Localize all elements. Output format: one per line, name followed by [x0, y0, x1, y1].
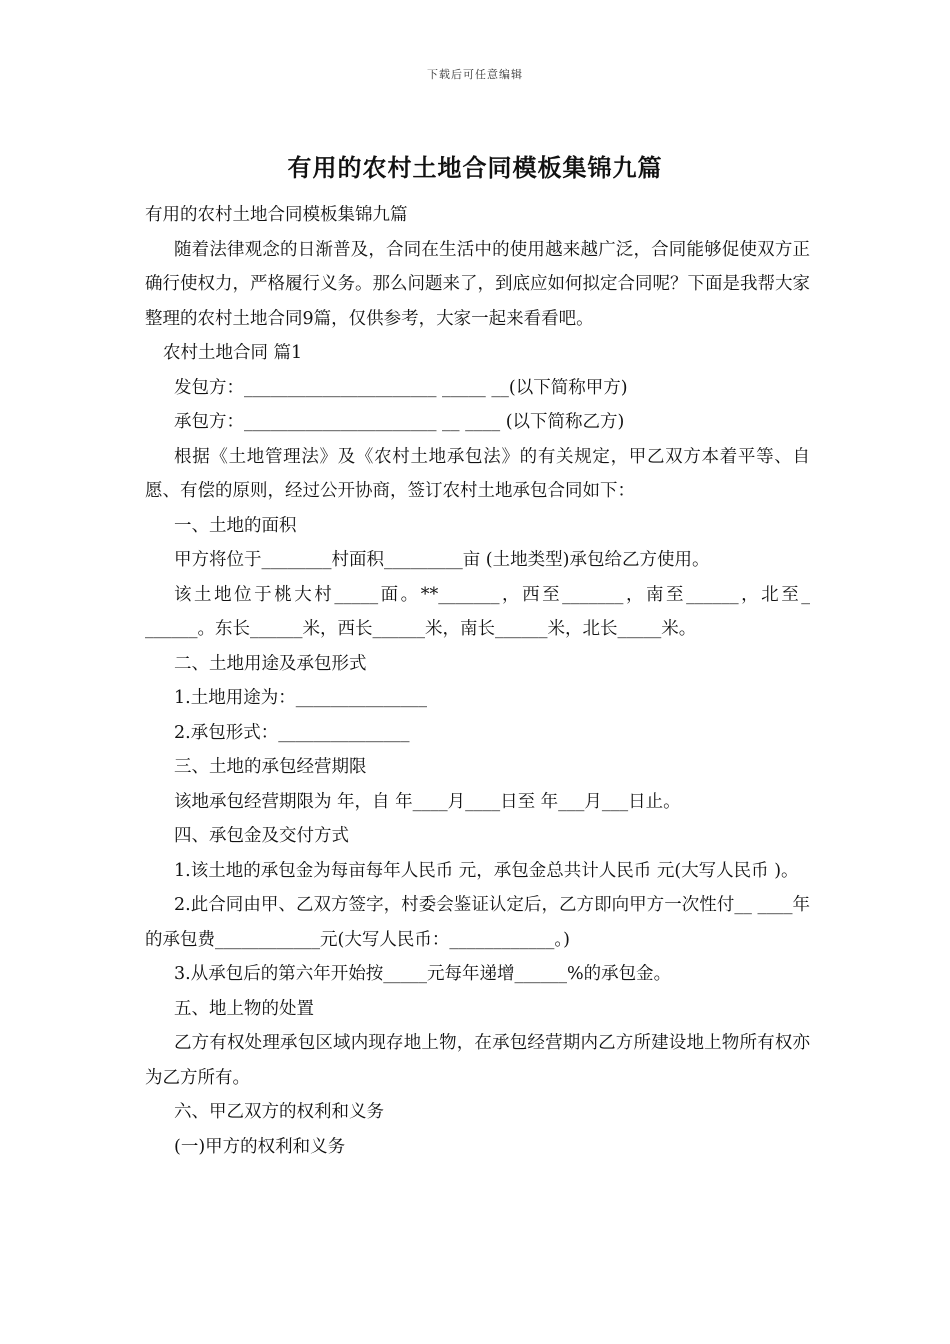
field-contractor-receiver: 承包方：______________________ __ ____ (以下简称乙方): [174, 412, 625, 432]
clause-land-boundaries: 该土地位于桃大村_____面。**_______，西至_______，南至______，北至_ ______。东长______米，西长______米，南长______米，北长_____米。: [145, 584, 816, 639]
clause-payment-1: 1.该土地的承包金为每亩每年人民币 元，承包金总共计人民币 元(大写人民币 )。: [174, 860, 799, 881]
clause-heading-2: 二、土地用途及承包形式: [174, 653, 367, 674]
paragraph-intro: 随着法律观念的日渐普及，合同在生活中的使用越来越广泛，合同能够促使双方正确行使权力，严格履行义务。那么问题来了，到底应如何拟定合同呢？下面是我帮大家整理的农村土地合同9篇，仅供参考，大家一起来看看吧。: [145, 239, 810, 329]
clause-heading-4: 四、承包金及交付方式: [174, 826, 349, 846]
clause-heading-1: 一、土地的面积: [174, 515, 297, 536]
clause-land-use: 1.土地用途为：_______________: [174, 688, 427, 708]
section-heading-contract-1: 农村土地合同 篇1: [163, 343, 303, 363]
clause-ground-objects: 乙方有权处理承包区域内现存地上物，在承包经营期内乙方所建设地上物所有权亦为乙方所有。: [145, 1033, 810, 1088]
field-contractor-issuer: 发包方：______________________ _____ __(以下简称甲方): [174, 377, 628, 398]
clause-land-location: 甲方将位于________村面积_________亩 (土地类型)承包给乙方使用。: [174, 550, 710, 570]
paragraph-legal-basis: 根据《土地管理法》及《农村土地承包法》的有关规定，甲乙双方本着平等、自愿、有偿的原则，经过公开协商，签订农村土地承包合同如下：: [145, 446, 810, 501]
clause-heading-5: 五、地上物的处置: [174, 998, 314, 1019]
clause-heading-3: 三、土地的承包经营期限: [174, 757, 367, 777]
document-title: 有用的农村土地合同模板集锦九篇: [287, 153, 663, 182]
clause-heading-6: 六、甲乙双方的权利和义务: [174, 1102, 384, 1122]
clause-payment-2: 2.此合同由甲、乙双方签字，村委会鉴证认定后，乙方即向甲方一次性付__ ____年的承包费____________元(大写人民币：____________。): [145, 895, 810, 950]
clause-term: 该地承包经营期限为 年，自 年____月____日至 年___月___日止。: [174, 791, 681, 812]
header-note: 下载后可任意编辑: [427, 68, 523, 81]
clause-contract-form: 2.承包形式：_______________: [174, 722, 410, 743]
document-body: [145, 198, 816, 1164]
clause-party-a-rights: (一)甲方的权利和义务: [174, 1136, 346, 1157]
paragraph-subtitle: 有用的农村土地合同模板集锦九篇: [145, 205, 408, 225]
clause-payment-3: 3.从承包后的第六年开始按_____元每年递增______%的承包金。: [174, 964, 672, 984]
